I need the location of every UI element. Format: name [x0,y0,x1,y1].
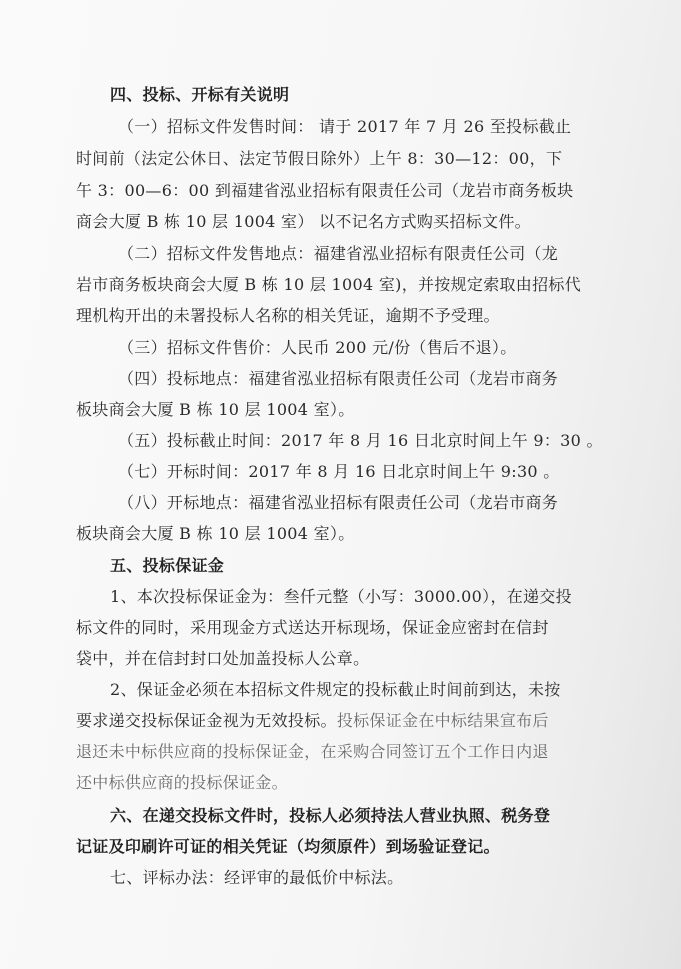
s4-1-line-4: 商会大厦 B 栋 10 层 1004 室） 以不记名方式购买招标文件。 [76,212,531,231]
s4-7-line: （七）开标时间：2017 年 8 月 16 日北京时间上午 9:30 。 [118,462,560,481]
s5-2-line-4: 还中标供应商的投标保证金。 [76,773,288,792]
s4-2-line-2: 岩市商务板块商会大厦 B 栋 10 层 1004 室)，并按规定索取由招标代 [76,275,581,294]
s4-1-line-1: （一）招标文件发售时间： 请于 2017 年 7 月 26 至投标截止 [118,117,572,136]
s4-2-line-1: （二）招标文件发售地点：福建省泓业招标有限责任公司（龙 [118,244,559,263]
section-6-line-1: 六、在递交投标文件时，投标人必须持法人营业执照、税务登 [110,806,551,825]
section-7-line: 七、评标办法：经评审的最低价中标法。 [110,868,404,887]
section-4-heading: 四、投标、开标有关说明 [110,85,290,104]
section-6-line-2: 记证及印刷许可证的相关凭证（均须原件）到场验证登记。 [76,837,500,856]
s4-1-line-2: 时间前（法定公休日、法定节假日除外）上午 8：30—12：00，下 [76,149,563,168]
s4-4-line-2: 板块商会大厦 B 栋 10 层 1004 室）。 [76,400,355,419]
s5-2-line-2b: 投标保证金在中标结果宣布后 [336,711,549,730]
section-5-heading: 五、投标保证金 [110,556,225,575]
s5-2-line-2a: 要求递交投标保证金视为无效投标。 [76,711,337,730]
s4-5-line: （五）投标截止时间：2017 年 8 月 16 日北京时间上午 9：30 。 [118,431,603,450]
s5-2-line-2 [76,710,681,732]
s4-2-line-3: 理机构开出的未署投标人名称的相关凭证，逾期不予受理。 [76,306,500,325]
s4-1-line-3: 午 3：00—6：00 到福建省泓业招标有限责任公司（龙岩市商务板块 [76,181,574,200]
s5-2-line-3: 退还未中标供应商的投标保证金，在采购合同签订五个工作日内退 [76,742,549,761]
s4-3-line: （三）招标文件售价：人民币 200 元/份（售后不退）。 [118,338,517,357]
s5-1-line-1: 1、本次投标保证金为：叁仟元整（小写：3000.00），在递交投 [110,587,572,606]
s5-2-line-1: 2、保证金必须在本招标文件规定的投标截止时间前到达，未按 [110,680,561,699]
s4-8-line-2: 板块商会大厦 B 栋 10 层 1004 室）。 [76,524,355,543]
s5-1-line-2: 标文件的同时，采用现金方式送达开标现场，保证金应密封在信封 [76,618,549,637]
s4-8-line-1: （八）开标地点：福建省泓业招标有限责任公司（龙岩市商务 [118,493,559,512]
s5-1-line-3: 袋中，并在信封封口处加盖投标人公章。 [76,649,370,668]
s4-4-line-1: （四）投标地点：福建省泓业招标有限责任公司（龙岩市商务 [118,369,559,388]
